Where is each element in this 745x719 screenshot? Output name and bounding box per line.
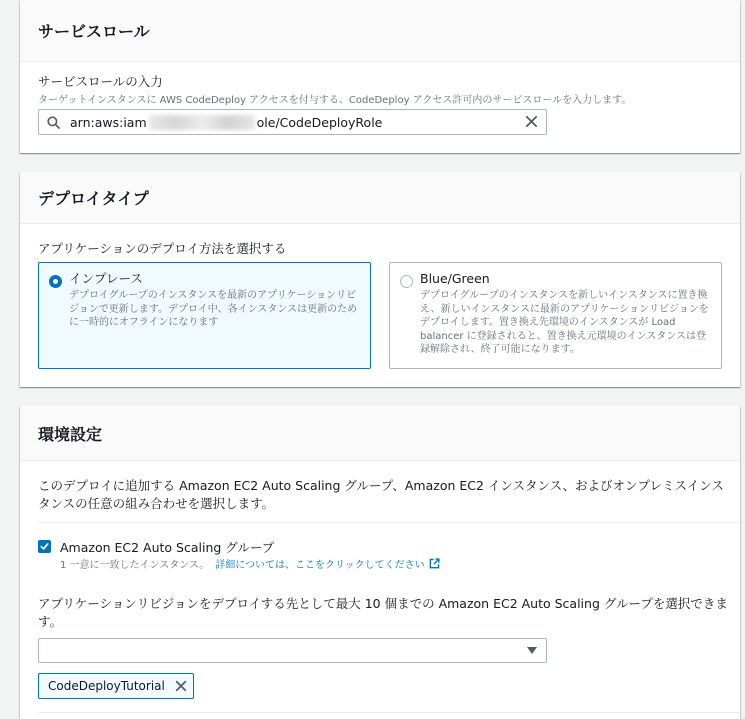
- environment-title: 環境設定: [38, 424, 103, 444]
- service-role-input-label: サービスロールの入力: [38, 74, 163, 89]
- blue-green-option-description: デプロイグループのインスタンスを新しいインスタンスに置き換え、新しいインスタンスに最新のアプリケーションリビジョンをデプロイします。置き換え先環境のインスタンスが Load balancer に登録されると、置き換え元環境のインスタンスは登録解除され、終了可能になります。: [420, 290, 709, 355]
- selected-asg-token: [38, 673, 194, 699]
- in-place-radio[interactable]: [49, 275, 62, 288]
- service-role-value-prefix: arn:aws:iam: [70, 114, 147, 130]
- environment-panel: [20, 406, 740, 719]
- asg-instance-count: 1 一意に一致したインスタンス。: [60, 560, 210, 571]
- section-divider: [38, 522, 740, 523]
- in-place-option-tile[interactable]: [38, 262, 371, 369]
- deployment-method-question: アプリケーションのデプロイ方法を選択する: [38, 241, 287, 256]
- checkmark-icon: [40, 542, 49, 551]
- service-role-header: [20, 0, 740, 62]
- environment-header: [20, 406, 740, 461]
- service-role-value: [70, 115, 382, 130]
- asg-checkbox[interactable]: [38, 540, 51, 553]
- in-place-option-label: インプレース: [69, 271, 143, 286]
- in-place-option-description: デプロイグループのインスタンスを最新のアプリケーションリビジョンで更新します。デプロイ中、各インスタンスは更新のために一時的にオフラインになります: [69, 290, 358, 328]
- search-icon: [47, 116, 60, 129]
- bottom-divider: [38, 712, 740, 713]
- service-role-input-description: ターゲットインスタンスに AWS CodeDeploy アクセスを付与する、CodeDeploy アクセス許可内のサービスロールを入力します。: [38, 95, 632, 106]
- deployment-type-header: [20, 172, 740, 224]
- caret-down-icon: [527, 647, 537, 655]
- asg-checkbox-label[interactable]: Amazon EC2 Auto Scaling グループ: [60, 540, 275, 555]
- service-role-title: サービスロール: [38, 22, 150, 41]
- blue-green-radio[interactable]: [400, 275, 413, 288]
- redacted-account-id: [149, 115, 255, 130]
- deployment-type-panel: [20, 172, 740, 387]
- asg-match-info: [60, 556, 440, 571]
- service-role-value-suffix: ole/CodeDeployRole: [256, 114, 383, 130]
- environment-intro: このデプロイに追加する Amazon EC2 Auto Scaling グループ、Amazon EC2 インスタンス、およびオンプレミスインスタンスの任意の組み合わせを選択します。: [38, 478, 724, 511]
- asg-details-link[interactable]: 詳細については、ここをクリックしてください: [215, 560, 425, 571]
- remove-token-icon[interactable]: [175, 680, 187, 692]
- asg-select-dropdown[interactable]: [38, 638, 547, 663]
- external-link-icon[interactable]: [429, 558, 440, 569]
- token-label: CodeDeployTutorial: [48, 679, 165, 693]
- blue-green-option-tile[interactable]: [389, 262, 722, 369]
- service-role-panel: [20, 0, 740, 153]
- service-role-search-input[interactable]: [38, 109, 547, 135]
- deployment-type-title: デプロイタイプ: [38, 189, 149, 208]
- asg-select-label: アプリケーションリビジョンをデプロイする先として最大 10 個までの Amazon EC2 Auto Scaling グループを選択できます。: [38, 596, 728, 629]
- blue-green-option-label: Blue/Green: [420, 271, 490, 286]
- clear-icon[interactable]: [525, 115, 538, 128]
